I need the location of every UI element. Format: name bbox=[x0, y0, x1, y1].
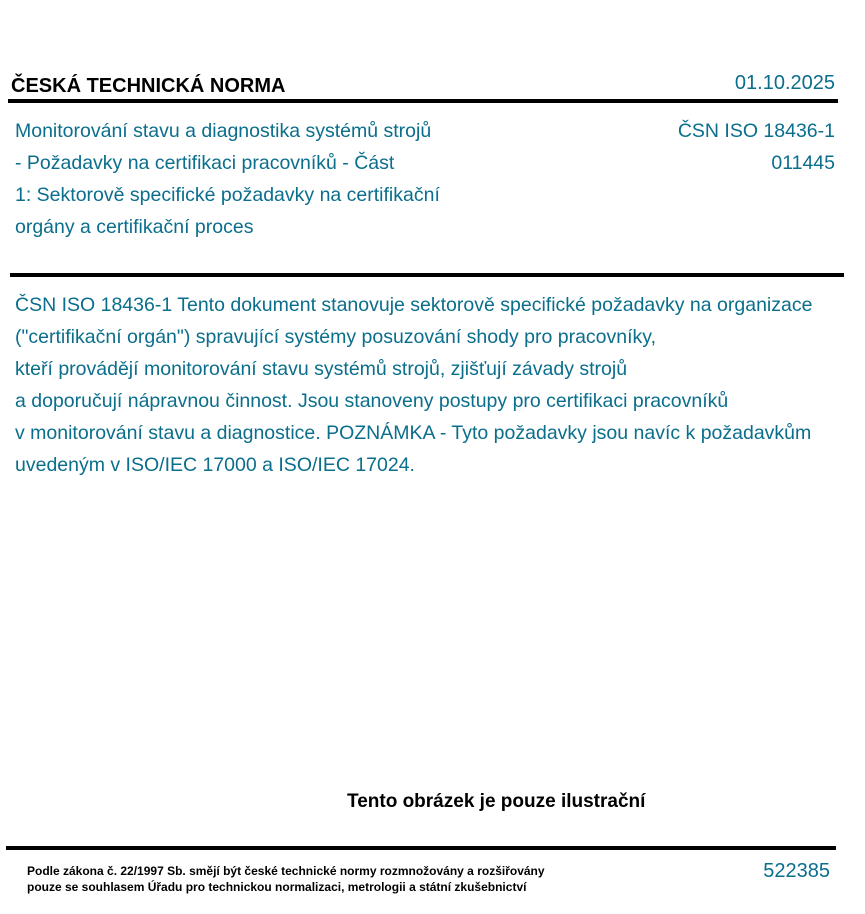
header-divider bbox=[8, 99, 838, 103]
standard-title bbox=[15, 115, 495, 243]
abstract-line: uvedeným v ISO/IEC 17000 a ISO/IEC 17024. bbox=[15, 454, 415, 476]
class-number: 011445 bbox=[771, 152, 835, 174]
abstract-line: v monitorování stavu a diagnostice. POZNÁMKA - Tyto požadavky jsou navíc k požadavkům bbox=[15, 422, 812, 444]
legal-notice bbox=[27, 863, 545, 895]
illustration-note: Tento obrázek je pouze ilustrační bbox=[347, 791, 646, 812]
section-divider bbox=[10, 273, 844, 277]
abstract bbox=[15, 289, 865, 481]
legal-line: pouze se souhlasem Úřadu pro technickou normalizaci, metrologii a státní zkušebnictví bbox=[27, 880, 527, 894]
footer-divider bbox=[6, 846, 836, 850]
standard-title-line: orgány a certifikační proces bbox=[15, 216, 254, 238]
norm-title: ČESKÁ TECHNICKÁ NORMA bbox=[11, 75, 286, 97]
abstract-line: ČSN ISO 18436-1 Tento dokument stanovuje sektorově specifické požadavky na organizace bbox=[15, 294, 813, 316]
abstract-line: a doporučují nápravnou činnost. Jsou stanoveny postupy pro certifikaci pracovníků bbox=[15, 390, 729, 412]
publication-date: 01.10.2025 bbox=[734, 72, 835, 94]
standard-title-line: 1: Sektorově specifické požadavky na certifikační bbox=[15, 184, 440, 206]
abstract-line: kteří provádějí monitorování stavu systémů strojů, zjišťují závady strojů bbox=[15, 358, 628, 380]
abstract-line: ("certifikační orgán") spravující systémy posuzování shody pro pracovníky, bbox=[15, 326, 656, 348]
standard-title-line: - Požadavky na certifikaci pracovníků - Část bbox=[15, 152, 395, 174]
document-id: 522385 bbox=[763, 860, 830, 882]
standard-identifiers bbox=[678, 115, 835, 179]
standard-title-line: Monitorování stavu a diagnostika systémů strojů bbox=[15, 120, 432, 142]
legal-line: Podle zákona č. 22/1997 Sb. smějí být české technické normy rozmnožovány a rozšiřovány bbox=[27, 864, 545, 878]
standard-code: ČSN ISO 18436-1 bbox=[677, 120, 835, 142]
